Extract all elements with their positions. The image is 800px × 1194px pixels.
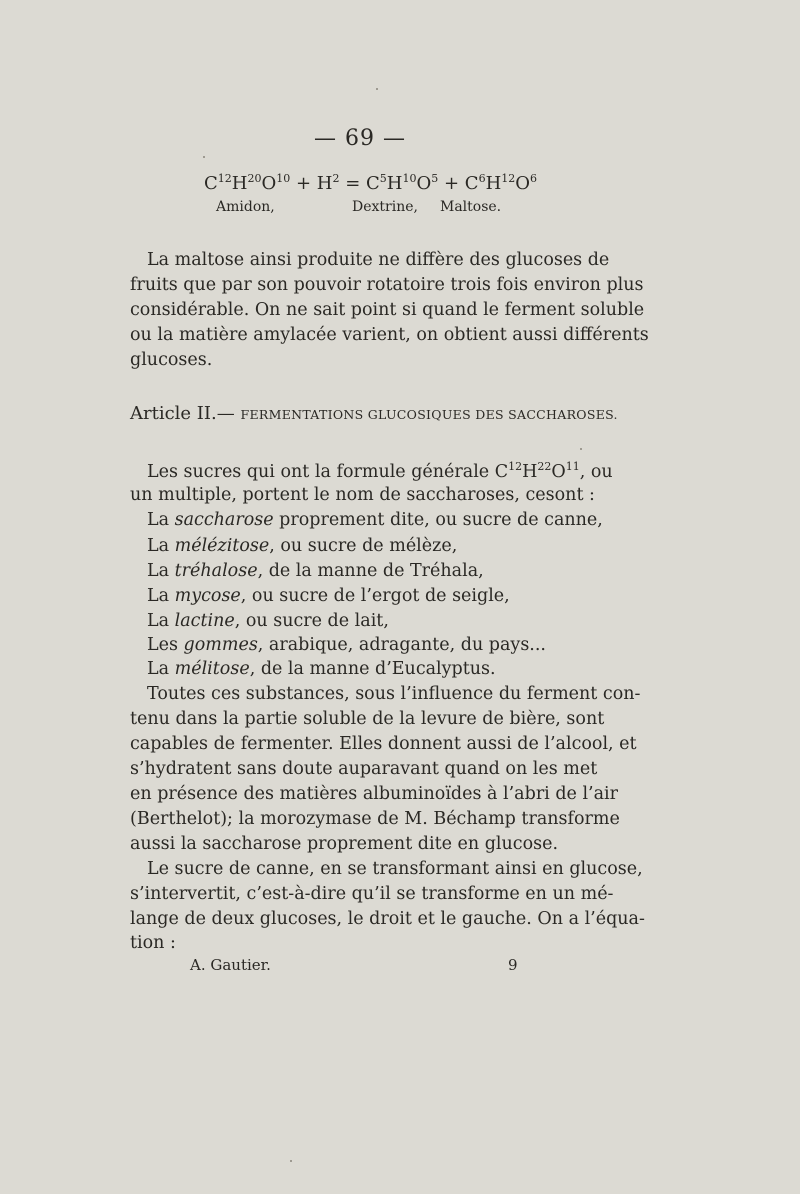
paper-speck [580, 448, 582, 450]
paper-speck [376, 88, 378, 90]
paragraph-line: lange de deux glucoses, le droit et le gauche. On a l’équa- [130, 909, 645, 929]
page-number: — 69 — [314, 126, 406, 151]
paragraph-line: glucoses. [130, 350, 213, 370]
paragraph-line: Le sucre de canne, en se transformant ainsi en glucose, [147, 859, 643, 879]
paragraph-line: s’hydratent sans doute auparavant quand on les met [130, 759, 598, 779]
paragraph-line: considérable. On ne sait point si quand le ferment soluble [130, 300, 645, 320]
list-item: La mycose, ou sucre de l’ergot de seigle, [147, 586, 510, 606]
chemical-equation: $C^{12}H^{20}O^{10} + H^2 = C^5H^{10}O^5 + C^6H^{12}O^6$ [204, 172, 538, 194]
signature-mark: 9 [508, 956, 518, 974]
paragraph-line: tion : [130, 933, 176, 953]
list-item: Les gommes, arabique, adragante, du pays... [147, 635, 546, 655]
list-item: La mélézitose, ou sucre de mélèze, [147, 536, 458, 556]
list-item: La mélitose, de la manne d’Eucalyptus. [147, 659, 496, 679]
paragraph-line: fruits que par son pouvoir rotatoire trois fois environ plus [130, 275, 644, 295]
formula-label-amidon: Amidon, [216, 199, 275, 215]
formula-label-maltose: Maltose. [440, 199, 502, 215]
intro-line: Les sucres qui ont la formule générale $C^{12}H^{22}O^{11}$, ou [147, 460, 613, 482]
list-item: La tréhalose, de la manne de Tréhala, [147, 561, 484, 581]
paragraph-line: capables de fermenter. Elles donnent aussi de l’alcool, et [130, 734, 637, 754]
paper-speck [290, 1160, 292, 1162]
paragraph-line: aussi la saccharose proprement dite en glucose. [130, 834, 559, 854]
paper-speck [203, 156, 205, 158]
paragraph-line: La maltose ainsi produite ne diffère des glucoses de [147, 250, 610, 270]
paragraph-line: s’intervertit, c’est-à-dire qu’il se transforme en un mé- [130, 884, 614, 904]
intro-line: un multiple, portent le nom de saccharoses, cesont : [130, 485, 595, 505]
paragraph-line: tenu dans la partie soluble de la levure de bière, sont [130, 709, 605, 729]
list-item: La saccharose proprement dite, ou sucre de canne, [147, 510, 603, 530]
paragraph-line: en présence des matières albuminoïdes à l’abri de l’air [130, 784, 619, 804]
formula-label-dextrine: Dextrine, [352, 199, 418, 215]
section-heading: Article II.— FERMENTATIONS GLUCOSIQUES DES SACCHAROSES. [130, 403, 618, 424]
list-item: La lactine, ou sucre de lait, [147, 611, 389, 631]
author-footer: A. Gautier. [190, 956, 271, 974]
paragraph-line: (Berthelot); la morozymase de M. Béchamp transforme [130, 809, 620, 829]
paragraph-line: Toutes ces substances, sous l’influence du ferment con- [147, 684, 641, 704]
paragraph-line: ou la matière amylacée varient, on obtient aussi différents [130, 325, 649, 345]
